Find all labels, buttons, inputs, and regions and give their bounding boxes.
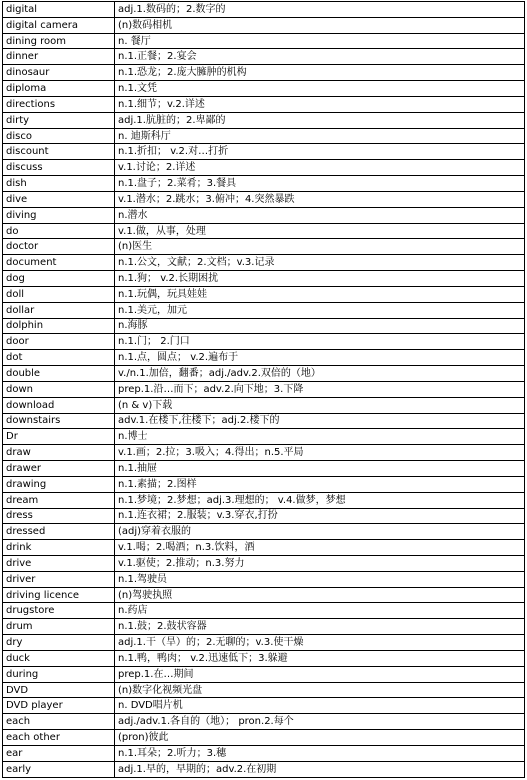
definition-cell: n.药店 (115, 603, 525, 619)
table-row (3, 128, 525, 144)
word-cell: ear (3, 745, 115, 761)
table-row (3, 176, 525, 192)
table-row (3, 366, 525, 382)
word-cell: draw (3, 445, 115, 461)
table-row (3, 730, 525, 746)
definition-cell: n.潜水 (115, 207, 525, 223)
word-cell: dressed (3, 524, 115, 540)
word-cell: document (3, 255, 115, 271)
word-cell: digital (3, 2, 115, 18)
table-row (3, 619, 525, 635)
word-cell: digital camera (3, 17, 115, 33)
table-row (3, 540, 525, 556)
definition-cell: n.1.盘子；2.菜肴；3.餐具 (115, 176, 525, 192)
word-cell: dive (3, 191, 115, 207)
definition-cell: n.1.鸭，鸭肉； v.2.迅速低下；3.躲避 (115, 650, 525, 666)
table-row (3, 524, 525, 540)
definition-cell: prep.1.在…期间 (115, 666, 525, 682)
definition-cell: n.海豚 (115, 318, 525, 334)
word-cell: diving (3, 207, 115, 223)
word-cell: doctor (3, 239, 115, 255)
definition-cell: n.1.素描；2.图样 (115, 476, 525, 492)
definition-cell: (n)驾驶执照 (115, 587, 525, 603)
definition-cell: v.1.潜水；2.跳水；3.俯冲；4.突然暴跌 (115, 191, 525, 207)
word-cell: drugstore (3, 603, 115, 619)
table-row (3, 714, 525, 730)
word-cell: DVD (3, 682, 115, 698)
table-row (3, 65, 525, 81)
definition-cell: adj.1.肮脏的；2.卑鄙的 (115, 112, 525, 128)
definition-cell: n.1.文凭 (115, 81, 525, 97)
table-row (3, 761, 525, 777)
word-cell: doll (3, 286, 115, 302)
definition-cell: n.1.恐龙；2.庞大臃肿的机构 (115, 65, 525, 81)
table-row (3, 17, 525, 33)
definition-cell: (n & v)下载 (115, 397, 525, 413)
table-row (3, 271, 525, 287)
word-cell: dry (3, 635, 115, 651)
table-row (3, 635, 525, 651)
definition-cell: v.1.做，从事，处理 (115, 223, 525, 239)
table-row (3, 160, 525, 176)
word-cell: disco (3, 128, 115, 144)
table-row (3, 207, 525, 223)
word-cell: dream (3, 492, 115, 508)
word-cell: duck (3, 650, 115, 666)
table-row (3, 571, 525, 587)
definition-cell: v.1.驱使；2.推动；n.3.努力 (115, 555, 525, 571)
definition-cell: (n)医生 (115, 239, 525, 255)
table-row (3, 508, 525, 524)
word-cell: downstairs (3, 413, 115, 429)
definition-cell: n.1.狗； v.2.长期困扰 (115, 271, 525, 287)
word-cell: during (3, 666, 115, 682)
definition-cell: adv.1.在楼下,往楼下；adj.2.楼下的 (115, 413, 525, 429)
definition-cell: n. 餐厅 (115, 33, 525, 49)
table-row (3, 223, 525, 239)
definition-cell: n.1.门； 2.门口 (115, 334, 525, 350)
word-cell: driving licence (3, 587, 115, 603)
definition-cell: n.博士 (115, 429, 525, 445)
definition-cell: v.1.画；2.拉；3.吸入；4.得出；n.5.平局 (115, 445, 525, 461)
definition-cell: n.1.点，圆点； v.2.遍布于 (115, 350, 525, 366)
word-cell: dirty (3, 112, 115, 128)
vocabulary-table (2, 1, 525, 778)
table-row (3, 144, 525, 160)
definition-cell: (n)数字化视频光盘 (115, 682, 525, 698)
definition-cell: n.1.驾驶员 (115, 571, 525, 587)
table-row (3, 397, 525, 413)
word-cell: dinosaur (3, 65, 115, 81)
vocabulary-table-body (3, 2, 525, 778)
table-row (3, 745, 525, 761)
word-cell: Dr (3, 429, 115, 445)
word-cell: download (3, 397, 115, 413)
word-cell: dot (3, 350, 115, 366)
table-row (3, 33, 525, 49)
word-cell: each other (3, 730, 115, 746)
word-cell: discuss (3, 160, 115, 176)
word-cell: diploma (3, 81, 115, 97)
table-row (3, 666, 525, 682)
word-cell: dinner (3, 49, 115, 65)
table-row (3, 555, 525, 571)
table-row (3, 650, 525, 666)
table-row (3, 587, 525, 603)
word-cell: drawer (3, 461, 115, 477)
word-cell: drawing (3, 476, 115, 492)
definition-cell: v./n.1.加倍，翻番；adj./adv.2.双倍的（地） (115, 366, 525, 382)
word-cell: drink (3, 540, 115, 556)
definition-cell: n.1.玩偶，玩具娃娃 (115, 286, 525, 302)
word-cell: dolphin (3, 318, 115, 334)
table-row (3, 302, 525, 318)
table-row (3, 191, 525, 207)
word-cell: dish (3, 176, 115, 192)
word-cell: dollar (3, 302, 115, 318)
table-row (3, 112, 525, 128)
table-row (3, 429, 525, 445)
definition-cell: n.1.美元，加元 (115, 302, 525, 318)
word-cell: door (3, 334, 115, 350)
table-row (3, 318, 525, 334)
table-row (3, 96, 525, 112)
definition-cell: n.1.公文，文献；2.文档；v.3.记录 (115, 255, 525, 271)
word-cell: discount (3, 144, 115, 160)
table-row (3, 682, 525, 698)
table-row (3, 413, 525, 429)
definition-cell: (adj)穿着衣服的 (115, 524, 525, 540)
word-cell: driver (3, 571, 115, 587)
table-row (3, 461, 525, 477)
table-row (3, 49, 525, 65)
table-row (3, 698, 525, 714)
table-row (3, 286, 525, 302)
definition-cell: adj.1.早的，早期的；adv.2.在初期 (115, 761, 525, 777)
table-row (3, 2, 525, 18)
table-row (3, 334, 525, 350)
definition-cell: adj.1.数码的；2.数字的 (115, 2, 525, 18)
table-row (3, 476, 525, 492)
table-row (3, 255, 525, 271)
definition-cell: (pron)彼此 (115, 730, 525, 746)
word-cell: down (3, 381, 115, 397)
definition-cell: adj./adv.1.各自的（地）； pron.2.每个 (115, 714, 525, 730)
table-row (3, 81, 525, 97)
definition-cell: n.1.折扣； v.2.对…打折 (115, 144, 525, 160)
word-cell: do (3, 223, 115, 239)
word-cell: each (3, 714, 115, 730)
word-cell: dress (3, 508, 115, 524)
definition-cell: v.1.讨论；2.详述 (115, 160, 525, 176)
table-row (3, 350, 525, 366)
definition-cell: n.1.连衣裙；2.服装；v.3.穿衣,打扮 (115, 508, 525, 524)
word-cell: early (3, 761, 115, 777)
definition-cell: adj.1.干（旱）的；2.无聊的；v.3.使干燥 (115, 635, 525, 651)
definition-cell: n.1.细节；v.2.详述 (115, 96, 525, 112)
word-cell: directions (3, 96, 115, 112)
definition-cell: n. DVD唱片机 (115, 698, 525, 714)
definition-cell: n. 迪斯科厅 (115, 128, 525, 144)
table-row (3, 445, 525, 461)
word-cell: DVD player (3, 698, 115, 714)
definition-cell: n.1.正餐；2.宴会 (115, 49, 525, 65)
table-row (3, 239, 525, 255)
word-cell: dog (3, 271, 115, 287)
definition-cell: n.1.抽屉 (115, 461, 525, 477)
definition-cell: n.1.耳朵；2.听力；3.穗 (115, 745, 525, 761)
word-cell: dining room (3, 33, 115, 49)
definition-cell: prep.1.沿…而下；adv.2.向下地；3.下降 (115, 381, 525, 397)
definition-cell: v.1.喝；2.喝酒；n.3.饮料，酒 (115, 540, 525, 556)
definition-cell: n.1.梦境；2.梦想；adj.3.理想的； v.4.做梦，梦想 (115, 492, 525, 508)
word-cell: double (3, 366, 115, 382)
word-cell: drum (3, 619, 115, 635)
table-row (3, 603, 525, 619)
definition-cell: n.1.鼓；2.鼓状容器 (115, 619, 525, 635)
table-row (3, 381, 525, 397)
word-cell: drive (3, 555, 115, 571)
table-row (3, 492, 525, 508)
definition-cell: (n)数码相机 (115, 17, 525, 33)
